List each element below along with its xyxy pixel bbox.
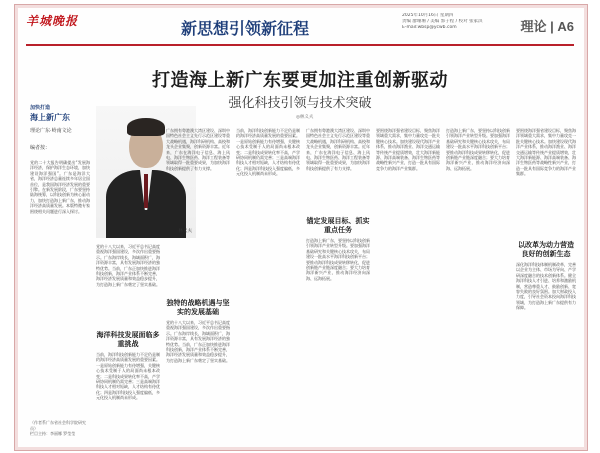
text-column-4: 广东拥有粤港澳大湾区建设、深圳中国特色社会主义先行示范区建设等重大战略机遇，海洋科研机构、高校和龙头企业集聚，创新资源丰富。近年来，广东在海洋电子信息、海上风电、海洋生物医药、海洋工程装备等领域取得一批重要成果，为加快海洋科技创新提供了有力支撑。 (166, 128, 230, 171)
headline: 打造海上新广东要更加注重创新驱动 (152, 70, 448, 91)
editor-note-label: 编者按： (30, 145, 51, 151)
text-column-11: 要围绕海洋强省建设目标，聚焦海洋领域重大需求，集中力量攻克一批关键核心技术。加快建设现代海洋产业体系，推动海洋渔业、海洋交通运输等传统产业提质增效，壮大海洋新能源、海洋高端装备、海洋生物医药等战略性新兴产业，打造一批具有国际竞争力的海洋产业集群。 (516, 128, 576, 177)
subhead-reform: 以改革为动力营造良好的创新生态 (518, 240, 574, 258)
newspaper-logo: 羊城晚报 (26, 14, 79, 28)
text-column-9: 要围绕海洋强省建设目标，聚焦海洋领域重大需求，集中力量攻克一批关键核心技术。加快建设现代海洋产业体系，推动海洋渔业、海洋交通运输等传统产业提质增效，壮大海洋新能源、海洋高端装备、海洋生物医药等战略性新兴产业，打造一批具有国际竞争力的海洋产业集群。 (376, 128, 440, 171)
email-line: E-mail:wbsp@ycwb.com (402, 25, 457, 30)
sidebar-kicker-main: 海上新广东 (30, 112, 70, 122)
text-column-6: 当前，海洋科技创新能力不足仍是制约海洋经济高质量发展的重要因素。一是原始创新能力有待增强，关键核心技术受制于人的局面尚未根本改变；二是科技成果转化率不高，产学研协同机制仍需完善；三是高端海洋科技人才相对短缺，人才结构有待优化；四是海洋科技投入强度偏低，多元化投入机制尚未形成。 (236, 128, 300, 177)
byline: ◎林义夫 (296, 115, 314, 120)
text-column-8: 打造海上新广东，要坚持以科技创新引领海洋产业转型升级。要加强海洋基础研究和关键核心技术攻关，布局建设一批高水平海洋科技创新平台；要推动海洋科技成果转移转化，促进创新链产业链深度融合；要大力培育海洋新兴产业，推动海洋经济向深海、远海拓展。 (306, 238, 370, 281)
sidebar-kicker: 加快打造 (30, 105, 51, 111)
sidebar-tagline: 理论广东·岭南文论 (30, 128, 72, 134)
masthead-rule (26, 44, 574, 46)
text-column-5: 党的十八大以来，习近平总书记高度重视海洋强国建设，多次作出重要指示。广东海岸线长，海域面积广，海洋资源丰富，具有发展海洋经济的独特优势。当前，广东正加快推进海洋科技创新，海洋产业体系不断完善，海洋经济发展质量和效益稳步提升，为打造海上新广东奠定了坚实基础。 (166, 320, 230, 363)
text-column-1: 党的二十大报告明确提出“发展海洋经济，保护海洋生态环境，加快建设海洋强国”。广东是海洋大省，海洋经济总量连续多年居全国首位，是我国海洋经济发展的重要引擎。在新发展阶段，广东要坚持陆海统筹，以科技创新为核心驱动力，加快打造海上新广东，推动海洋经济高质量发展。本版特邀专家围绕相关问题进行深入探讨。 (30, 160, 90, 214)
portrait-hair (127, 118, 165, 136)
text-column-12: 深化海洋科技体制机制改革，完善以企业为主体、市场为导向、产学研深度融合的技术创新体系。健全海洋科技人才引进、培养和激励机制，营造尊重人才、鼓励创新、宽容失败的良好氛围。加大财政投入力度，引导社会资本投向海洋科技领域，为打造海上新广东提供有力保障。 (516, 262, 576, 311)
editor-line: 责编 廖珊珊 / 美编 郭子程 / 校对 张家淇 (402, 19, 483, 24)
column-title: 新思想引领新征程 (181, 19, 310, 38)
portrait-tie (144, 174, 148, 208)
subheadline: 强化科技引领与技术突破 (228, 96, 372, 111)
date-line: 2025年10月16日 星期四 (402, 13, 454, 18)
subhead-targets: 锚定发展目标、抓实重点任务 (306, 216, 370, 234)
subhead-challenges: 海洋科技发展面临多重挑战 (96, 330, 160, 348)
footer (30, 420, 90, 437)
subhead-opportunities: 独特的战略机遇与坚实的发展基础 (166, 298, 230, 316)
text-column-2: 党的十八大以来，习近平总书记高度重视海洋强国建设，多次作出重要指示。广东海岸线长，海域面积广，海洋资源丰富，具有发展海洋经济的独特优势。当前，广东正加快推进海洋科技创新，海洋产业体系不断完善，海洋经济发展质量和效益稳步提升，为打造海上新广东奠定了坚实基础。 (96, 244, 160, 287)
portrait-caption: 林义夫 (178, 229, 192, 234)
text-column-3: 当前，海洋科技创新能力不足仍是制约海洋经济高质量发展的重要因素。一是原始创新能力有待增强，关键核心技术受制于人的局面尚未根本改变；二是科技成果转化率不高，产学研协同机制仍需完善；三是高端海洋科技人才相对短缺，人才结构有待优化；四是海洋科技投入强度偏低，多元化投入机制尚未形成。 (96, 352, 160, 401)
sidebar (30, 104, 90, 151)
footer-author-line: （作者系广东省社会科学院研究员） (30, 420, 86, 431)
section-label: 理论 | A6 (520, 19, 574, 34)
text-column-10: 打造海上新广东，要坚持以科技创新引领海洋产业转型升级。要加强海洋基础研究和关键核心技术攻关，布局建设一批高水平海洋科技创新平台；要推动海洋科技成果转移转化，促进创新链产业链深度融合；要大力培育海洋新兴产业，推动海洋经济向深海、远海拓展。 (446, 128, 510, 171)
publication-info (402, 13, 494, 31)
text-column-7: 广东拥有粤港澳大湾区建设、深圳中国特色社会主义先行示范区建设等重大战略机遇，海洋科研机构、高校和龙头企业集聚，创新资源丰富。近年来，广东在海洋电子信息、海上风电、海洋生物医药、海洋工程装备等领域取得一批重要成果，为加快海洋科技创新提供了有力支撑。 (306, 128, 370, 171)
footer-editor-line: 栏目主持：李丽娜 罗莹莹 (30, 431, 76, 436)
masthead (26, 10, 574, 44)
